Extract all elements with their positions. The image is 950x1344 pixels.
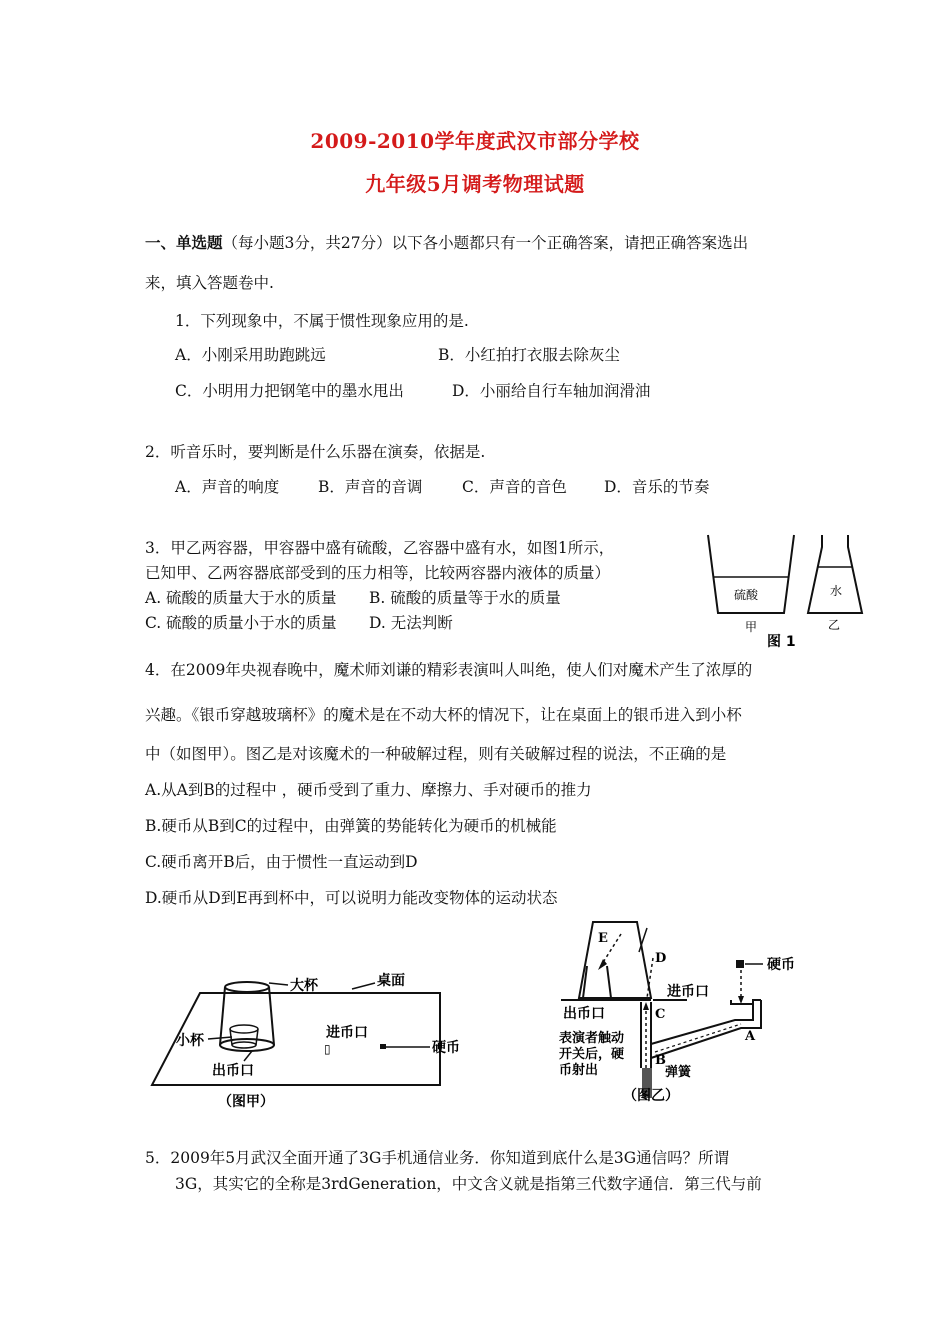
q3-line2: 已知甲、乙两容器底部受到的压力相等，比较两容器内液体的质量） — [145, 564, 611, 582]
fig-yi-label-B: B — [655, 1053, 666, 1068]
fig-yi-label-coin-in: 进币口 — [667, 984, 709, 1000]
q2-stem: 2．听音乐时，要判断是什么乐器在演奏，依据是. — [145, 443, 486, 461]
q5-line1: 5．2009年5月武汉全面开通了3G手机通信业务．你知道到底什么是3G通信吗？所谓 — [145, 1149, 730, 1167]
q1-option-d: D．小丽给自行车轴加润滑油 — [452, 382, 651, 400]
figure-jia — [140, 965, 480, 1115]
fig-jia-label-big-cup: 大杯 — [290, 978, 318, 994]
q3-option-b: B. 硫酸的质量等于水的质量 — [369, 589, 561, 607]
q5-line2: 3G，其实它的全称是3rdGeneration，中文含义就是指第三代数字通信．第三代与前 — [175, 1175, 762, 1193]
q2-option-a: A．声音的响度 — [175, 478, 280, 496]
q3-option-c: C. 硫酸的质量小于水的质量 — [145, 614, 337, 632]
fig1-label-jia: 甲 — [745, 620, 758, 634]
q1-option-b: B．小红拍打衣服去除灰尘 — [438, 346, 620, 364]
q1-stem: 1．下列现象中，不属于惯性现象应用的是. — [175, 312, 469, 330]
section1-intro — [145, 233, 748, 253]
q2-option-b: B．声音的音调 — [318, 478, 423, 496]
q3-option-d: D. 无法判断 — [369, 614, 453, 632]
q1-option-a: A．小刚采用助跑跳远 — [175, 346, 326, 364]
fig-yi-label-D: D — [655, 951, 667, 966]
q3-line1: 3．甲乙两容器，甲容器中盛有硫酸，乙容器中盛有水，如图1所示， — [145, 539, 615, 557]
q3-option-a: A. 硫酸的质量大于水的质量 — [145, 589, 337, 607]
fig-yi-label-C: C — [655, 1007, 666, 1022]
q4-line2: 兴趣。《银币穿越玻璃杯》的魔术是在不动大杯的情况下，让在桌面上的银币进入到小杯 — [145, 706, 742, 724]
figure-1-containers — [690, 525, 880, 655]
exam-title-line2: 九年级5月调考物理试题 — [365, 172, 585, 196]
q4-line3: 中（如图甲）。图乙是对该魔术的一种破解过程，则有关破解过程的说法，不正确的是 — [145, 745, 727, 763]
fig-jia-coin-mark — [380, 1044, 386, 1049]
section1-intro-line2: 来，填入答题卷中. — [145, 274, 274, 292]
fig-yi-label-A: A — [745, 1029, 756, 1044]
q2-option-c: C．声音的音色 — [462, 478, 567, 496]
fig-yi-coin-mark — [736, 960, 744, 968]
fig-jia-label-coin-in: 进币口 — [326, 1025, 368, 1041]
q4-option-d: D.硬币从D到E再到杯中，可以说明力能改变物体的运动状态 — [145, 889, 558, 907]
fig1-label-sulfuric: 硫酸 — [734, 588, 759, 602]
q4-option-b: B.硬币从B到C的过程中，由弹簧的势能转化为硬币的机械能 — [145, 817, 557, 835]
fig-yi-caption: （图乙） — [623, 1088, 679, 1104]
fig-jia-label-coin: 硬币 — [432, 1040, 460, 1056]
fig-yi-note-line3: 币射出 — [559, 1063, 599, 1078]
fig1-caption: 图 1 — [767, 634, 796, 650]
fig-jia-caption: （图甲） — [218, 1094, 274, 1110]
q4-option-a: A.从A到B的过程中 ，硬币受到了重力、摩擦力、手对硬币的推力 — [145, 781, 592, 799]
fig-jia-coin-slot: ▯ — [324, 1042, 331, 1056]
fig-jia-label-table: 桌面 — [377, 973, 405, 989]
fig-yi-label-E: E — [598, 931, 608, 946]
figure-yi — [555, 918, 815, 1108]
section1-heading: 一、单选题 — [145, 233, 223, 252]
fig-jia-label-small-cup: 小杯 — [176, 1033, 204, 1049]
fig1-label-water: 水 — [830, 584, 843, 598]
q4-option-c: C.硬币离开B后，由于惯性一直运动到D — [145, 853, 418, 871]
fig-yi-note-line2: 开关后，硬 — [559, 1047, 625, 1062]
q2-option-d: D．音乐的节奏 — [604, 478, 710, 496]
q1-option-c: C．小明用力把钢笔中的墨水甩出 — [175, 382, 404, 400]
section1-intro-text: （每小题3分，共27分）以下各小题都只有一个正确答案，请把正确答案选出 — [222, 234, 749, 252]
fig-yi-label-spring: 弹簧 — [665, 1065, 692, 1080]
exam-title-line1: 2009-2010学年度武汉市部分学校 — [310, 129, 640, 153]
q4-line1: 4．在2009年央视春晚中，魔术师刘谦的精彩表演叫人叫绝，使人们对魔术产生了浓厚的 — [145, 661, 753, 679]
fig-jia-label-coin-out: 出币口 — [212, 1063, 254, 1079]
fig-yi-label-coin: 硬币 — [767, 957, 795, 973]
fig1-label-yi: 乙 — [828, 618, 841, 632]
fig-yi-label-coin-out: 出币口 — [563, 1006, 605, 1022]
fig-yi-note-line1: 表演者触动 — [559, 1031, 625, 1046]
